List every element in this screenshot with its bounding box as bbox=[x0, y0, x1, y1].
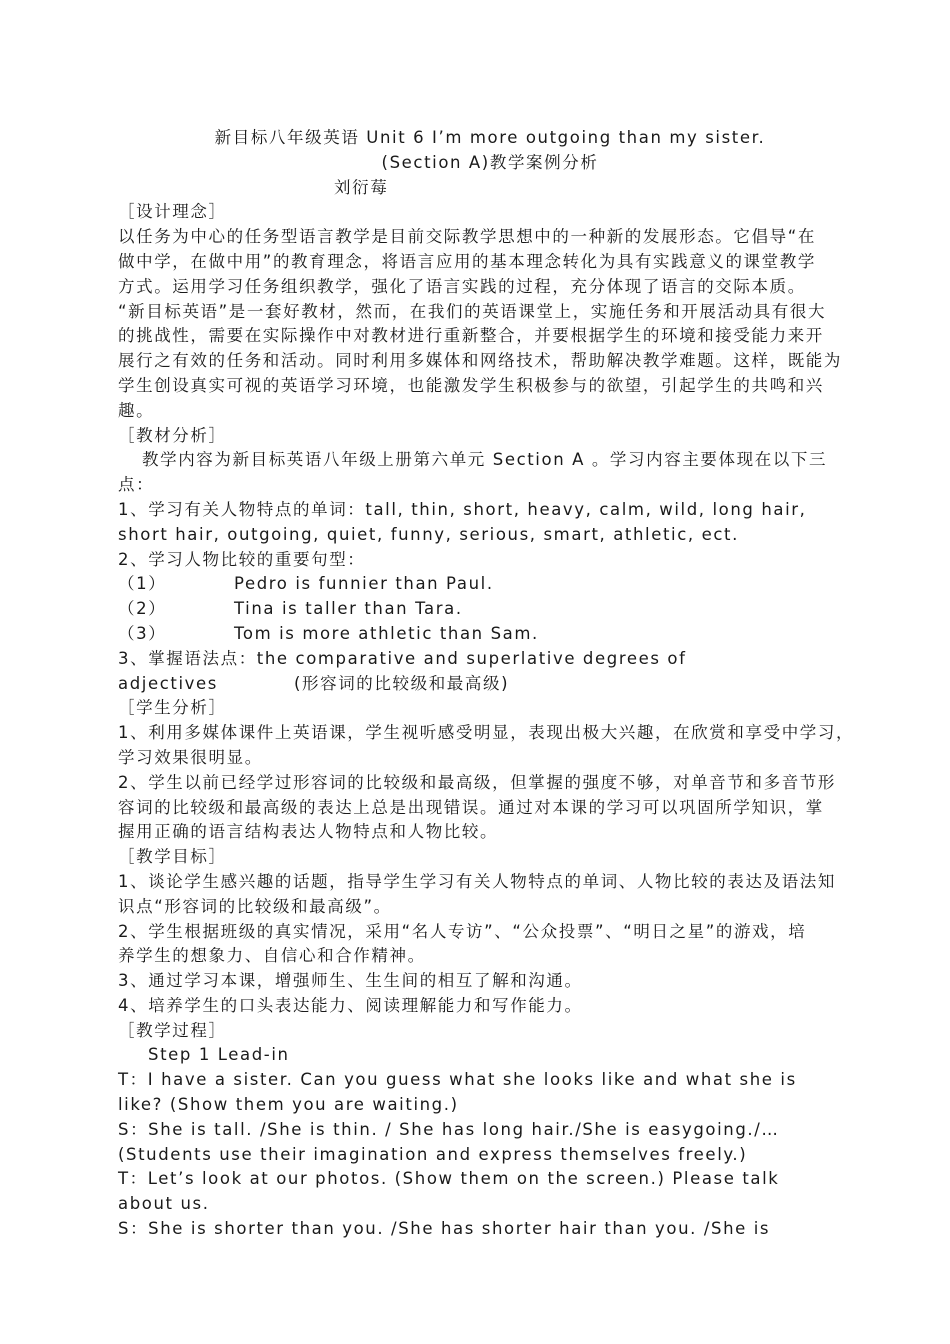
document-page bbox=[118, 126, 862, 1242]
paragraph-line: 握用正确的语言结构表达人物特点和人物比较。 bbox=[118, 822, 499, 842]
paragraph-line: 学习效果很明显。 bbox=[118, 747, 263, 767]
paragraph-line: 展行之有效的任务和活动。同时利用多媒体和网络技术，帮助解决教学难题。这样，既能为 bbox=[118, 351, 842, 371]
paragraph-line: 2、学生根据班级的真实情况，采用“名人专访”、“公众投票”、“明日之星”的游戏，培 bbox=[118, 921, 807, 941]
author: 刘衍莓 bbox=[334, 177, 389, 197]
paragraph-line: short hair, outgoing, quiet, funny, serious, smart, athletic, ect. bbox=[118, 524, 739, 544]
dialogue-line: like? (Show them you are waiting.) bbox=[118, 1095, 459, 1115]
paragraph-line: 点： bbox=[118, 475, 155, 495]
sentence-pattern-item bbox=[118, 572, 862, 597]
section-heading-process: ［教学过程］ bbox=[118, 1020, 227, 1040]
item-text: Pedro is funnier than Paul. bbox=[234, 574, 494, 594]
paragraph-line: 养学生的想象力、自信心和合作精神。 bbox=[118, 946, 426, 966]
dialogue-line: S：She is tall. /She is thin. / She has long hair./She is easygoing./… bbox=[118, 1119, 780, 1139]
item-number: （1） bbox=[118, 574, 167, 594]
title-line-1: 新目标八年级英语 Unit 6 I’m more outgoing than my sister. bbox=[214, 128, 766, 147]
sentence-pattern-item bbox=[118, 597, 862, 622]
paragraph-line: 1、利用多媒体课件上英语课，学生视听感受明显，表现出极大兴趣，在欣赏和享受中学习， bbox=[118, 723, 855, 743]
item-text: Tina is taller than Tara. bbox=[234, 599, 463, 619]
section-heading-material: ［教材分析］ bbox=[118, 425, 227, 445]
section-heading-goals: ［教学目标］ bbox=[118, 847, 227, 867]
title-line-2: (Section A)教学案例分析 bbox=[381, 152, 599, 172]
paragraph-line: 3、掌握语法点：the comparative and superlative degrees of bbox=[118, 648, 687, 668]
step-heading: Step 1 Lead-in bbox=[148, 1045, 290, 1065]
paragraph-line: 以任务为中心的任务型语言教学是目前交际教学思想中的一种新的发展形态。它倡导“在 bbox=[118, 227, 816, 247]
paragraph-line: 的挑战性，需要在实际操作中对教材进行重新整合，并要根据学生的环境和接受能力来开 bbox=[118, 326, 824, 346]
sentence-pattern-item bbox=[118, 622, 862, 647]
paragraph-line: 2、学习人物比较的重要句型： bbox=[118, 549, 366, 569]
paragraph-line: 做中学，在做中用”的教育理念，将语言应用的基本理念转化为具有实践意义的课堂教学 bbox=[118, 251, 816, 271]
paragraph-line: 3、通过学习本课，增强师生、生生间的相互了解和沟通。 bbox=[118, 971, 583, 991]
dialogue-line: T：I have a sister. Can you guess what she looks like and what she is bbox=[118, 1070, 797, 1090]
item-number: （3） bbox=[118, 623, 167, 643]
dialogue-line: S：She is shorter than you. /She has shorter hair than you. /She is bbox=[118, 1219, 771, 1239]
paragraph-line bbox=[118, 672, 862, 697]
section-heading-students: ［学生分析］ bbox=[118, 698, 227, 718]
paragraph-line: 4、培养学生的口头表达能力、阅读理解能力和写作能力。 bbox=[118, 995, 583, 1015]
paragraph-line: 学生创设真实可视的英语学习环境，也能激发学生积极参与的欲望，引起学生的共鸣和兴 bbox=[118, 375, 824, 395]
paragraph-line: 识点“形容词的比较级和最高级”。 bbox=[118, 896, 392, 916]
dialogue-line: T：Let’s look at our photos. (Show them on the screen.) Please talk bbox=[118, 1169, 780, 1189]
paragraph-line: 容词的比较级和最高级的表达上总是出现错误。通过对本课的学习可以巩固所学知识，掌 bbox=[118, 797, 824, 817]
section-heading-design: ［设计理念］ bbox=[118, 202, 227, 222]
paragraph-line: 1、谈论学生感兴趣的话题，指导学生学习有关人物特点的单词、人物比较的表达及语法知 bbox=[118, 871, 836, 891]
paragraph-line: 2、学生以前已经学过形容词的比较级和最高级，但掌握的强度不够，对单音节和多音节形 bbox=[118, 772, 836, 792]
paragraph-line: 教学内容为新目标英语八年级上册第六单元 Section A 。学习内容主要体现在以下三 bbox=[142, 450, 828, 470]
grammar-term: adjectives bbox=[118, 673, 218, 693]
grammar-note: (形容词的比较级和最高级) bbox=[293, 673, 510, 693]
paragraph-line: 1、学习有关人物特点的单词：tall, thin, short, heavy, calm, wild, long hair, bbox=[118, 499, 807, 519]
dialogue-line: (Students use their imagination and express themselves freely.) bbox=[118, 1144, 748, 1164]
paragraph-line: 方式。运用学习任务组织教学，强化了语言实践的过程，充分体现了语言的交际本质。 bbox=[118, 276, 806, 296]
item-text: Tom is more athletic than Sam. bbox=[234, 623, 539, 643]
paragraph-line: 趣。 bbox=[118, 400, 155, 420]
item-number: （2） bbox=[118, 599, 167, 619]
dialogue-line: about us. bbox=[118, 1194, 210, 1214]
paragraph-line: “新目标英语”是一套好教材，然而，在我们的英语课堂上，实施任务和开展活动具有很大 bbox=[118, 301, 827, 321]
